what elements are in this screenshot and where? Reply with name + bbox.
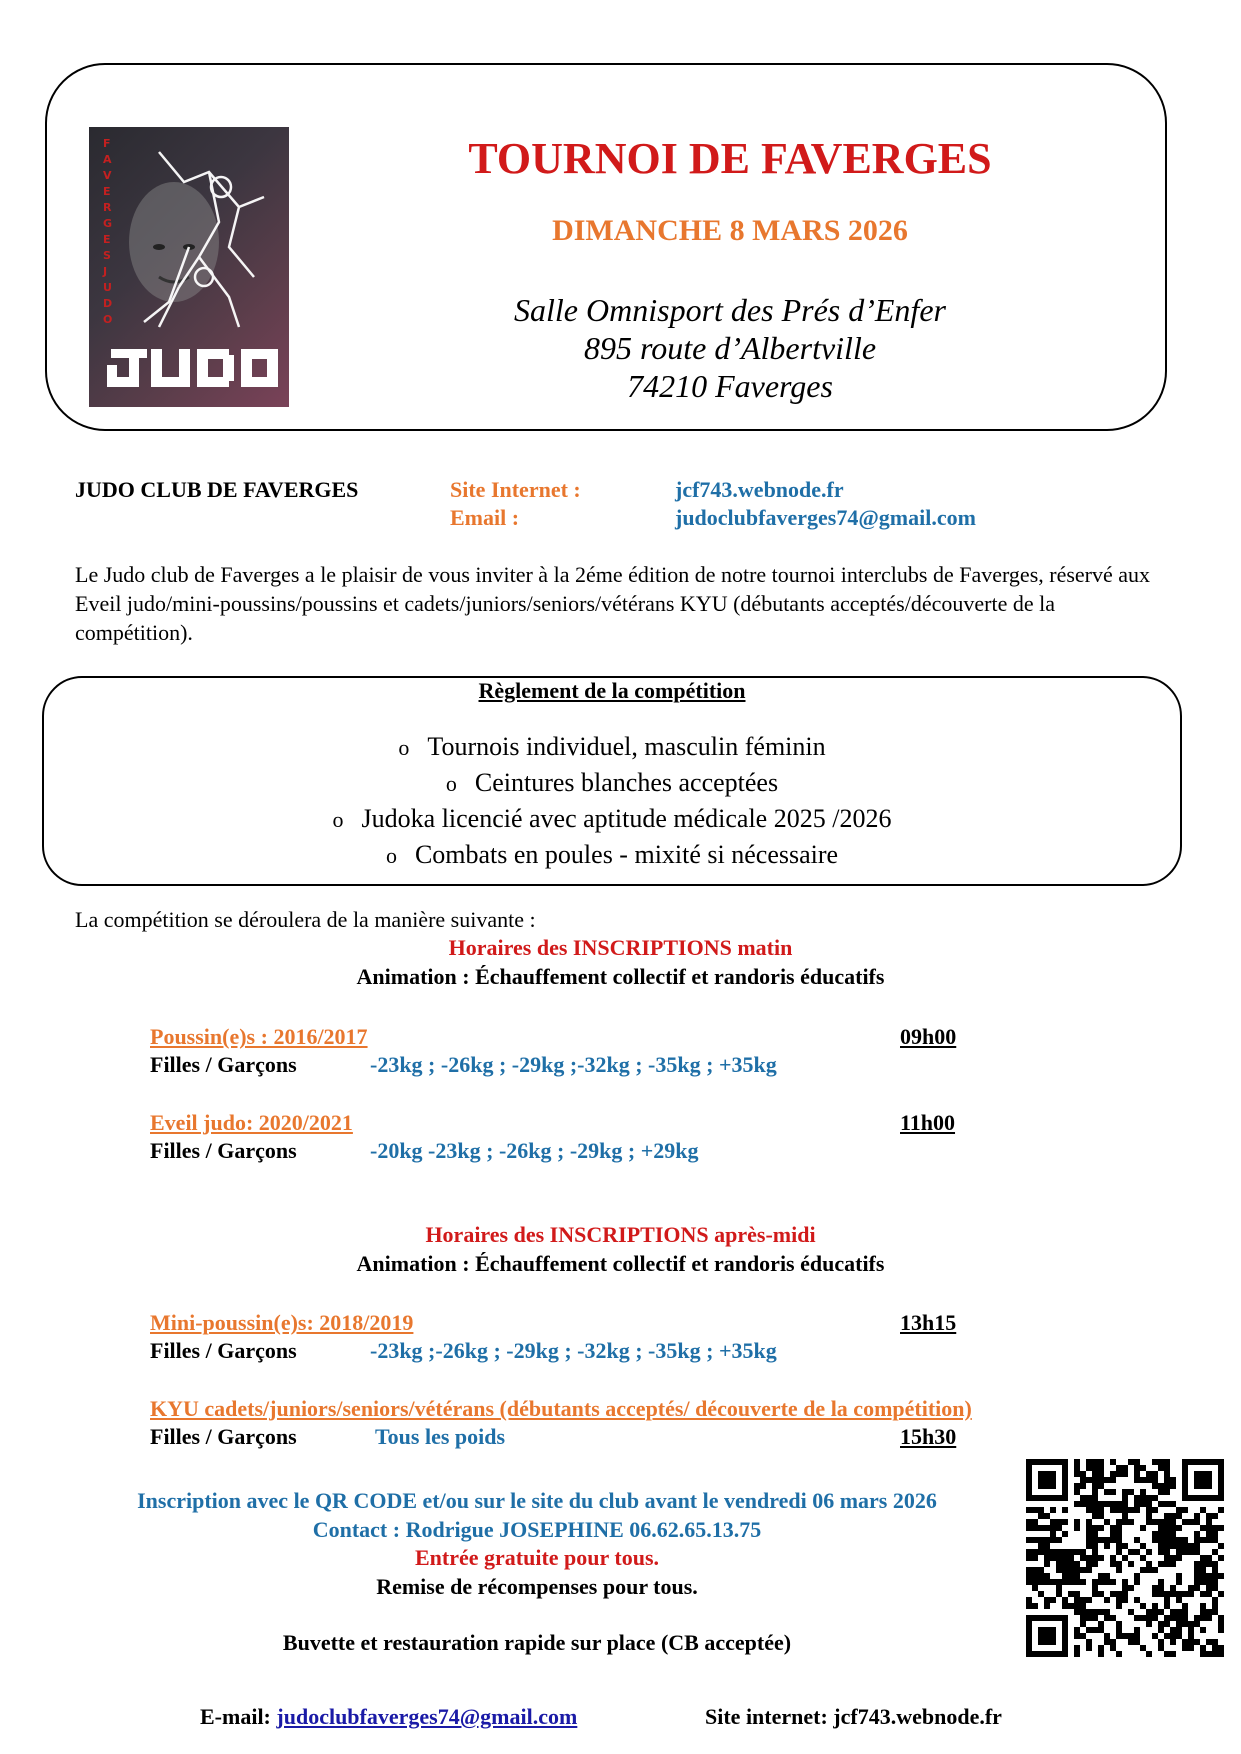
address-line-2: 895 route d’Albertville (583, 330, 877, 366)
weights-list: -23kg ;-26kg ; -29kg ; -32kg ; -35kg ; +35kg (370, 1338, 777, 1363)
weights-list: Tous les poids (375, 1424, 506, 1449)
rule-text: Tournois individuel, masculin féminin (427, 732, 826, 761)
address-line-1: Salle Omnisport des Prés d’Enfer (514, 292, 946, 328)
buvette-note: Buvette et restauration rapide sur place (CB acceptée) (282, 1630, 792, 1655)
schedule-intro: La compétition se déroulera de la manière suivante : (75, 907, 536, 932)
rule-text: Combats en poules - mixité si nécessaire (414, 840, 839, 869)
contact-line: Contact : Rodrigue JOSEPHINE 06.62.65.13.75 (312, 1517, 762, 1542)
email-link[interactable]: judoclubfaverges74@gmail.com (675, 505, 976, 530)
footer-site (705, 1704, 1002, 1730)
judo-poster-image (89, 127, 289, 407)
rewards-note: Remise de récompenses pour tous. (376, 1574, 698, 1599)
weights-list: -23kg ; -26kg ; -29kg ;-32kg ; -35kg ; +35kg (370, 1052, 777, 1077)
judo-logo (89, 127, 289, 407)
footer-email-label: E-mail: (200, 1704, 271, 1729)
bullet-icon: o (445, 771, 457, 796)
email-label: Email : (450, 505, 520, 530)
club-name: JUDO CLUB DE FAVERGES (75, 477, 359, 502)
category-time: 09h00 (900, 1024, 957, 1049)
rule-item (42, 768, 1182, 798)
footer-site-link[interactable]: jcf743.webnode.fr (833, 1704, 1002, 1729)
bullet-icon: o (385, 843, 397, 868)
site-label: Site Internet : (450, 477, 581, 502)
page-title: TOURNOI DE FAVERGES (468, 134, 992, 183)
category-time: 13h15 (900, 1310, 957, 1335)
inscription-note: Inscription avec le QR CODE et/ou sur le site du club avant le vendredi 06 mars 2026 (137, 1488, 937, 1513)
svg-text:R: R (103, 201, 112, 214)
footer-site-label: Site internet: (705, 1704, 828, 1729)
rule-text: Judoka licencié avec aptitude médicale 2025 /2026 (361, 804, 892, 833)
bullet-icon: o (332, 807, 344, 832)
category-eveil-judo: Eveil judo: 2020/2021 (150, 1110, 353, 1135)
svg-text:F: F (103, 137, 111, 150)
category-kyu: KYU cadets/juniors/seniors/vétérans (débutants acceptés/ découverte de la compétition) (150, 1396, 972, 1421)
rule-item (42, 804, 1182, 834)
gender-label: Filles / Garçons (150, 1052, 297, 1077)
afternoon-title: Horaires des INSCRIPTIONS après-midi (425, 1222, 816, 1247)
category-time: 15h30 (900, 1424, 957, 1449)
svg-text:U: U (103, 281, 112, 294)
morning-title: Horaires des INSCRIPTIONS matin (448, 935, 793, 960)
svg-text:V: V (103, 169, 112, 182)
qr-code-icon (1026, 1459, 1224, 1657)
rule-item (42, 732, 1182, 762)
event-date: DIMANCHE 8 MARS 2026 (552, 214, 908, 247)
svg-text:S: S (103, 249, 111, 262)
intro-paragraph: Le Judo club de Faverges a le plaisir de vous inviter à la 2éme édition de notre tournoi interclubs de Faverges, réservé aux Eveil judo/mini-poussins/poussins et cadets/juniors/seniors/vétérans KYU (débutants acceptés/découverte de la compétition). (75, 562, 1151, 645)
svg-text:G: G (103, 217, 113, 230)
entry-note: Entrée gratuite pour tous. (414, 1545, 660, 1570)
svg-text:A: A (103, 153, 112, 166)
gender-label: Filles / Garçons (150, 1424, 297, 1449)
address-line-3: 74210 Faverges (627, 368, 833, 404)
qr-code[interactable] (1026, 1459, 1224, 1657)
footer-email (200, 1704, 577, 1730)
svg-text:E: E (103, 233, 111, 246)
gender-label: Filles / Garçons (150, 1138, 297, 1163)
svg-text:D: D (103, 297, 113, 310)
footer-email-link[interactable]: judoclubfaverges74@gmail.com (276, 1704, 578, 1729)
site-link[interactable]: jcf743.webnode.fr (675, 477, 844, 502)
category-time: 11h00 (900, 1110, 956, 1135)
svg-text:O: O (103, 313, 113, 326)
category-poussins: Poussin(e)s : 2016/2017 (150, 1024, 368, 1049)
svg-text:J: J (103, 265, 108, 278)
gender-label: Filles / Garçons (150, 1338, 297, 1363)
bullet-icon: o (398, 735, 410, 760)
morning-animation: Animation : Échauffement collectif et randoris éducatifs (356, 964, 885, 989)
svg-text:E: E (103, 185, 111, 198)
rule-text: Ceintures blanches acceptées (474, 768, 779, 797)
rule-item (42, 840, 1182, 870)
rules-title: Règlement de la compétition (478, 678, 746, 703)
weights-list: -20kg -23kg ; -26kg ; -29kg ; +29kg (370, 1138, 699, 1163)
afternoon-animation: Animation : Échauffement collectif et randoris éducatifs (356, 1251, 885, 1276)
category-mini-poussins: Mini-poussin(e)s: 2018/2019 (150, 1310, 414, 1335)
